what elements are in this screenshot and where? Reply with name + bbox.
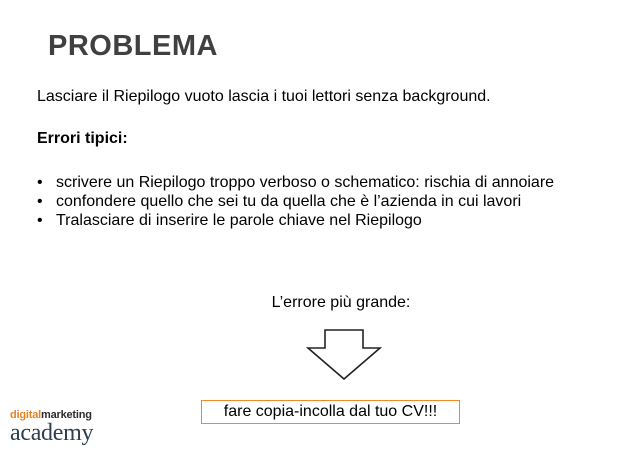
bigger-error-label: L’errore più grande:: [271, 294, 411, 311]
bullet-icon: •: [37, 193, 43, 210]
list-item: [37, 211, 612, 230]
brand-logo: [10, 409, 122, 445]
down-arrow-icon: [306, 329, 382, 380]
bullet-list: [37, 173, 612, 230]
list-item: [37, 173, 612, 192]
slide-title: PROBLEMA: [48, 30, 218, 62]
bullet-icon: •: [37, 212, 43, 229]
logo-word-marketing: marketing: [41, 409, 92, 421]
bullet-text: scrivere un Riepilogo troppo verboso o schematico: rischia di annoiare: [56, 174, 555, 191]
bullet-text: confondere quello che sei tu da quella che è l’azienda in cui lavori: [56, 193, 522, 210]
callout-box: [201, 400, 460, 424]
errors-heading: Errori tipici:: [37, 130, 128, 147]
bullet-icon: •: [37, 174, 43, 191]
intro-text: Lasciare il Riepilogo vuoto lascia i tuoi lettori senza background.: [37, 88, 491, 105]
logo-word-academy: academy: [10, 420, 94, 446]
list-item: [37, 192, 612, 211]
callout-text: fare copia-incolla dal tuo CV!!!: [223, 403, 438, 420]
logo-word-digital: digital: [10, 409, 41, 421]
bullet-text: Tralasciare di inserire le parole chiave nel Riepilogo: [56, 212, 422, 229]
